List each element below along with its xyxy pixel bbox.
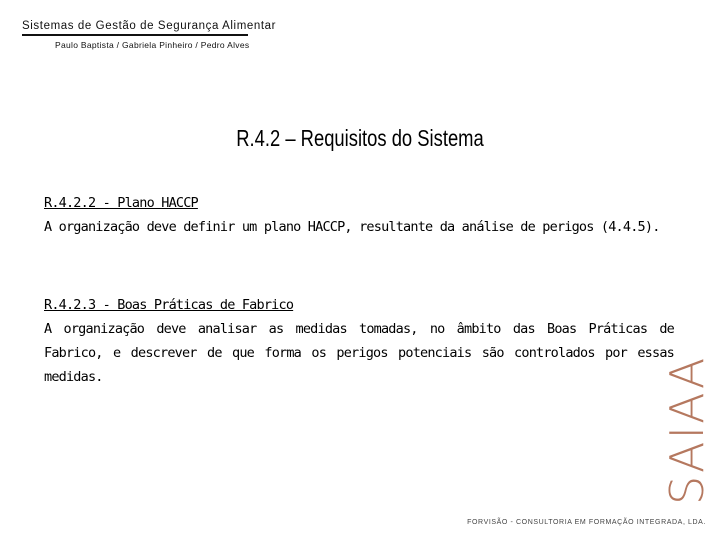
saiaa-logo: SAIAA xyxy=(660,355,714,505)
section-heading: R.4.2.3 - Boas Práticas de Fabrico xyxy=(44,297,294,313)
slide-header xyxy=(0,0,720,60)
section-boas-praticas xyxy=(44,297,674,389)
slide-title: R.4.2 – Requisitos do Sistema xyxy=(236,125,484,151)
header-divider xyxy=(22,34,248,36)
section-body: A organização deve analisar as medidas tomadas, no âmbito das Boas Práticas de Fabrico, e descrever de que forma os perigos potenciais são controlados por essas medidas. xyxy=(44,321,674,385)
header-authors: Paulo Baptista / Gabriela Pinheiro / Pedro Alves xyxy=(55,40,250,50)
header-title: Sistemas de Gestão de Segurança Alimentar xyxy=(22,20,277,32)
footer-company: FORVISÃO - CONSULTORIA EM FORMAÇÃO INTEGRADA, LDA. xyxy=(467,519,706,526)
section-body: A organização deve definir um plano HACCP, resultante da análise de perigos (4.4.5). xyxy=(44,219,660,235)
section-plano-haccp xyxy=(44,195,674,239)
section-heading: R.4.2.2 - Plano HACCP xyxy=(44,195,198,211)
